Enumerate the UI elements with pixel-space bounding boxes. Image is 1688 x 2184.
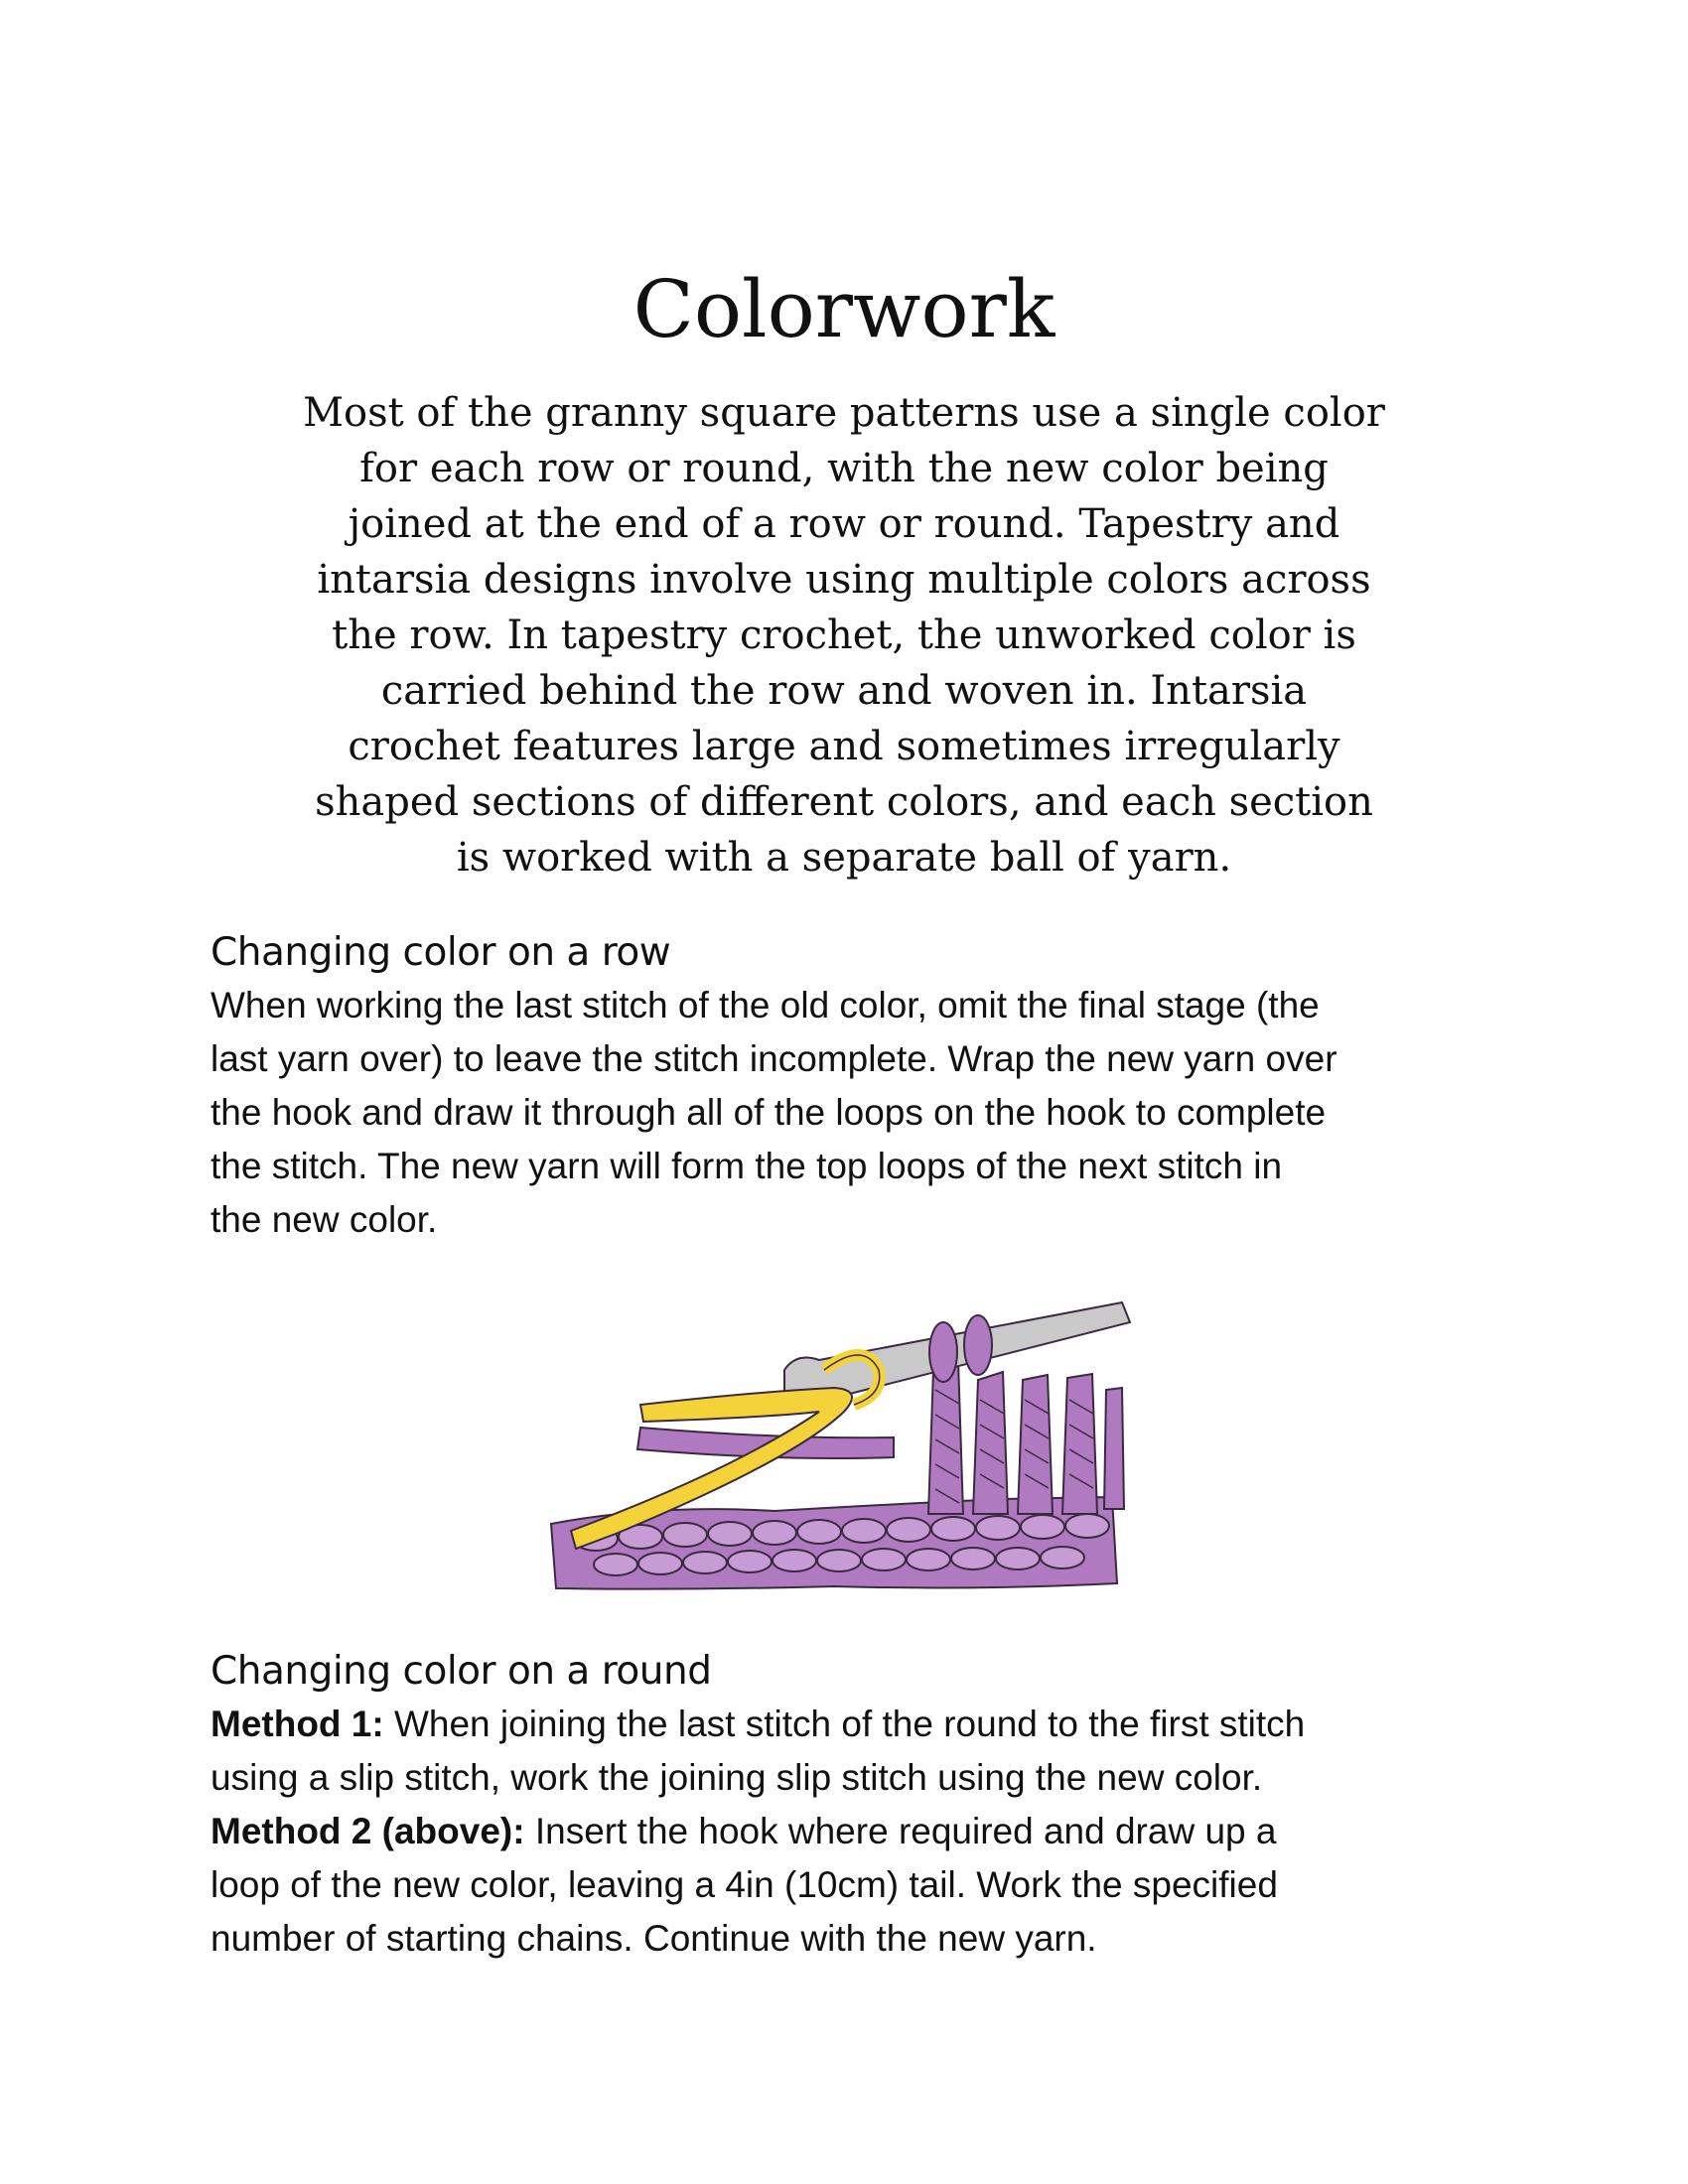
section-row-body	[211, 979, 1501, 1247]
intro-line: intarsia designs involve using multiple colors across	[317, 557, 1371, 603]
intro-line: Most of the granny square patterns use a single color	[303, 390, 1385, 436]
intro-line: carried behind the row and woven in. Intarsia	[380, 668, 1308, 714]
intro-paragraph	[258, 385, 1430, 886]
intro-line: the row. In tapestry crochet, the unworked color is	[332, 613, 1356, 658]
body-line: the hook and draw it through all of the loops on the hook to complete	[211, 1092, 1327, 1133]
method-2-text: Insert the hook where required and draw up a	[524, 1811, 1277, 1851]
body-line: number of starting chains. Continue with the new yarn.	[211, 1918, 1097, 1959]
body-line: the new color.	[211, 1199, 438, 1240]
section-heading-round: Changing color on a round	[211, 1649, 712, 1694]
body-line: When working the last stitch of the old color, omit the final stage (the	[211, 985, 1320, 1025]
body-line	[211, 1698, 1501, 1751]
intro-line: is worked with a separate ball of yarn.	[456, 835, 1232, 881]
body-line: using a slip stitch, work the joining slip stitch using the new color.	[211, 1757, 1263, 1798]
intro-line: joined at the end of a row or round. Tapestry and	[348, 501, 1340, 547]
method-1-text: When joining the last stitch of the round to the first stitch	[383, 1704, 1306, 1744]
crochet-color-change-illustration	[536, 1300, 1152, 1598]
intro-line: shaped sections of different colors, and each section	[315, 779, 1373, 825]
section-round-body	[211, 1698, 1501, 1966]
body-line: last yarn over) to leave the stitch incomplete. Wrap the new yarn over	[211, 1038, 1337, 1079]
body-line: loop of the new color, leaving a 4in (10cm) tail. Work the specified	[211, 1864, 1278, 1905]
intro-line: for each row or round, with the new color being	[359, 446, 1329, 491]
page-title: Colorwork	[633, 263, 1055, 355]
intro-line: crochet features large and sometimes irregularly	[348, 724, 1340, 769]
method-1-label: Method 1:	[211, 1704, 384, 1744]
body-line: the stitch. The new yarn will form the top loops of the next stitch in	[211, 1146, 1283, 1186]
body-line	[211, 1805, 1501, 1858]
section-heading-row: Changing color on a row	[211, 930, 671, 975]
method-2-label: Method 2 (above):	[211, 1811, 525, 1851]
